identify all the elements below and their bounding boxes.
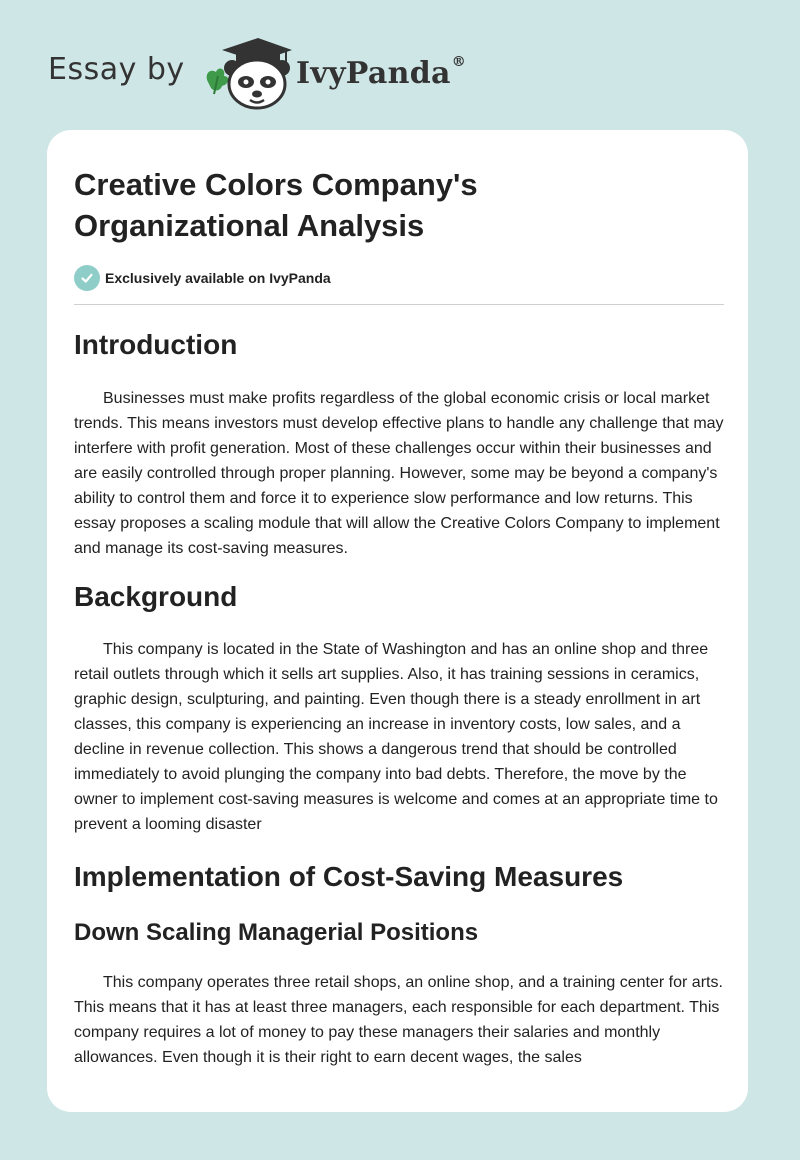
ivypanda-logo-icon[interactable] bbox=[202, 34, 292, 110]
heading-introduction: Introduction bbox=[74, 329, 238, 360]
paragraph-background: This company is located in the State of Washington and has an online shop and three retail outlets through which it sells art supplies. Also, it has training sessions in ceramics, graphic design, sculpturing, and painting. Even though there is a steady enrollment in art classes, this company is experiencing an increase in inventory costs, low sales, and a decline in revenue collection. This shows a dangerous trend that should be controlled immediately to avoid plunging the company into bad debts. Therefore, the move by the owner to implement cost-saving measures is welcome and comes at an appropriate time to prevent a looming disaster bbox=[74, 641, 718, 833]
subheading-down-scaling: Down Scaling Managerial Positions bbox=[74, 919, 479, 946]
check-circle-icon bbox=[74, 265, 100, 291]
brand-text: IvyPanda bbox=[296, 56, 451, 91]
paragraph-down-scaling: This company operates three retail shops, an online shop, and a training center for arts. This means that it has at least three managers, each responsible for each department. This company requires a lot of money to pay these managers their salaries and monthly allowances. Even though it is their right to earn decent wages, the sales bbox=[74, 974, 723, 1066]
essay-by-label: Essay by bbox=[48, 52, 185, 87]
site-header bbox=[48, 30, 508, 110]
title-line-1: Creative Colors Company's bbox=[74, 167, 478, 202]
heading-implementation: Implementation of Cost-Saving Measures bbox=[74, 861, 624, 892]
exclusive-badge-row bbox=[74, 264, 724, 292]
paragraph-introduction: Businesses must make profits regardless of the global economic crisis or local market trends. This means investors must develop effective plans to handle any challenge that may interfere with profit generation. Most of these challenges occur within their businesses and are easily controlled through proper planning. However, some may be beyond a company's ability to control them and force it to experience slow performance and low returns. This essay proposes a scaling module that will allow the Creative Colors Company to implement and manage its cost-saving measures. bbox=[74, 390, 724, 557]
title-line-2: Organizational Analysis bbox=[74, 208, 425, 243]
brand-name[interactable] bbox=[296, 56, 466, 91]
registered-mark: ® bbox=[451, 54, 467, 70]
essay-card bbox=[47, 130, 748, 1112]
title-divider bbox=[74, 304, 724, 305]
exclusive-label: Exclusively available on IvyPanda bbox=[105, 270, 331, 286]
essay-content bbox=[74, 164, 724, 1070]
heading-background: Background bbox=[74, 581, 238, 612]
page-title bbox=[74, 164, 724, 246]
